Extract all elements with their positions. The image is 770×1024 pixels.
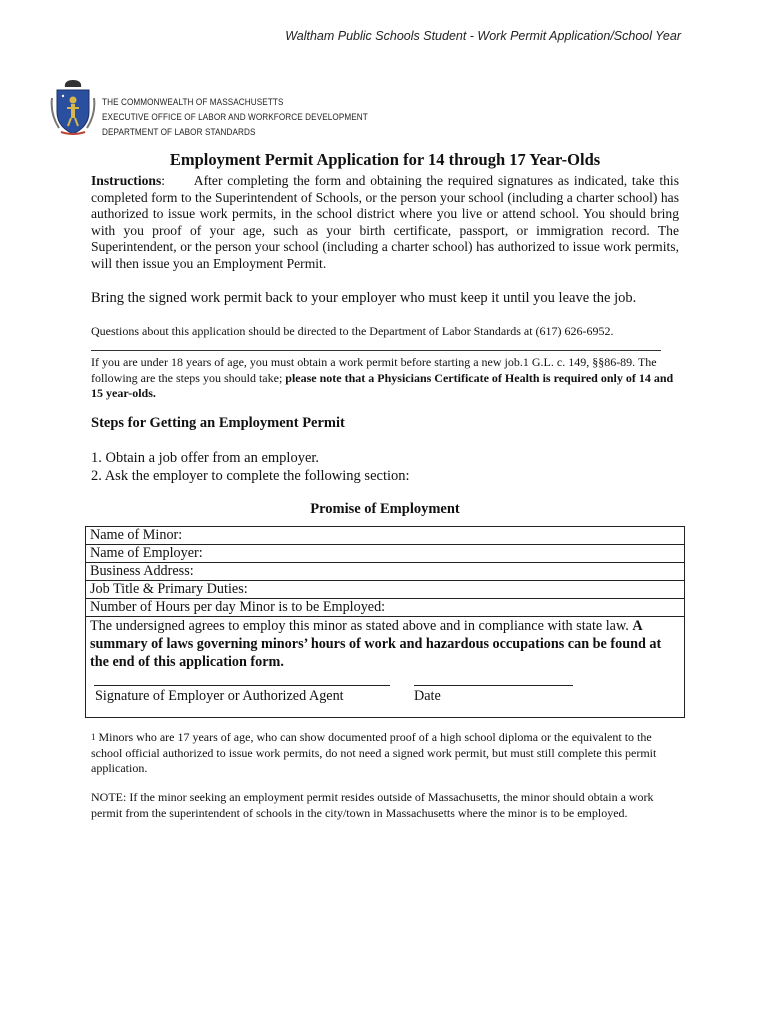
- signature-line[interactable]: [94, 685, 390, 686]
- promise-of-employment-form: [85, 526, 685, 718]
- field-name-of-employer[interactable]: Name of Employer:: [86, 545, 684, 563]
- promise-heading: Promise of Employment: [310, 501, 460, 517]
- field-business-address[interactable]: Business Address:: [86, 563, 684, 581]
- footnote-rule: [91, 350, 661, 351]
- field-name-of-minor[interactable]: Name of Minor:: [86, 527, 684, 545]
- field-hours-per-day[interactable]: Number of Hours per day Minor is to be Employed:: [86, 599, 684, 617]
- promise-statement: [86, 617, 684, 671]
- bring-back-text: Bring the signed work permit back to your employer who must keep it until you leave the job.: [91, 290, 637, 306]
- step-item: 1. Obtain a job offer from an employer.: [91, 450, 320, 466]
- instructions-colon: :: [161, 173, 166, 188]
- date-label: Date: [414, 688, 441, 704]
- agency-line-executive-office: EXECUTIVE OFFICE OF LABOR AND WORKFORCE DEVELOPMENT: [102, 112, 368, 123]
- signature-label: Signature of Employer or Authorized Agent: [95, 688, 344, 704]
- instructions-label: Instructions: [91, 173, 162, 188]
- footnote-mark: 1: [91, 732, 96, 742]
- instructions-text: After completing the form and obtaining the required signatures as indicated, take this completed form to the Superintendent of Schools, or the person your school (including a charter school) has authorized to issue work permits, in the school district where you live or attend school. You should bring with you proof of your age, such as your birth certificate, passport, or immigration record. The Superintendent, or the person your school (including a charter school) has authorized to issue work permits, will then issue you an Employment Permit.: [91, 173, 680, 271]
- footnote-text: Minors who are 17 years of age, who can show documented proof of a high school diploma or the equivalent to the school official authorized to issue work permits, do not need a signed work permit, but must still complete this permit application.: [91, 730, 657, 775]
- note-paragraph: NOTE: If the minor seeking an employment permit resides outside of Massachusetts, the minor should obtain a work permit from the superintendent of schools in the city/town in Massachusetts where the minor is to be employed.: [91, 790, 654, 820]
- step-item: 2. Ask the employer to complete the following section:: [91, 468, 410, 484]
- steps-list: [91, 449, 410, 485]
- instructions-paragraph: [91, 173, 679, 272]
- agency-line-department: DEPARTMENT OF LABOR STANDARDS: [102, 127, 256, 138]
- under-18-bold-text: please note that a Physicians Certificate of Health is required only of 14 and 15 year-olds.: [91, 370, 674, 400]
- under-18-paragraph: [91, 355, 681, 402]
- agency-block: [102, 95, 368, 140]
- steps-heading: Steps for Getting an Employment Permit: [91, 415, 345, 431]
- promise-statement-text: The undersigned agrees to employ this minor as stated above and in compliance with state law.: [90, 618, 633, 634]
- page-title: Employment Permit Application for 14 through 17 Year-Olds: [169, 150, 601, 169]
- date-line[interactable]: [414, 685, 573, 686]
- under-18-text: If you are under 18 years of age, you must obtain a work permit before starting a new job.1 G.L. c. 149, §§86-89. The following are the steps you should take;: [91, 355, 657, 385]
- massachusetts-seal-icon: [49, 78, 97, 136]
- questions-text: Questions about this application should be directed to the Department of Labor Standards at (617) 626-6952.: [91, 324, 614, 338]
- agency-line-commonwealth: THE COMMONWEALTH OF MASSACHUSETTS: [102, 97, 284, 108]
- footnote: [91, 730, 681, 777]
- promise-statement-bold: A summary of laws governing minors’ hours of work and hazardous occupations can be found at the end of this application form.: [90, 618, 662, 670]
- running-header: Waltham Public Schools Student - Work Permit Application/School Year: [285, 29, 681, 43]
- signature-area: [86, 685, 686, 717]
- field-job-title[interactable]: Job Title & Primary Duties:: [86, 581, 684, 599]
